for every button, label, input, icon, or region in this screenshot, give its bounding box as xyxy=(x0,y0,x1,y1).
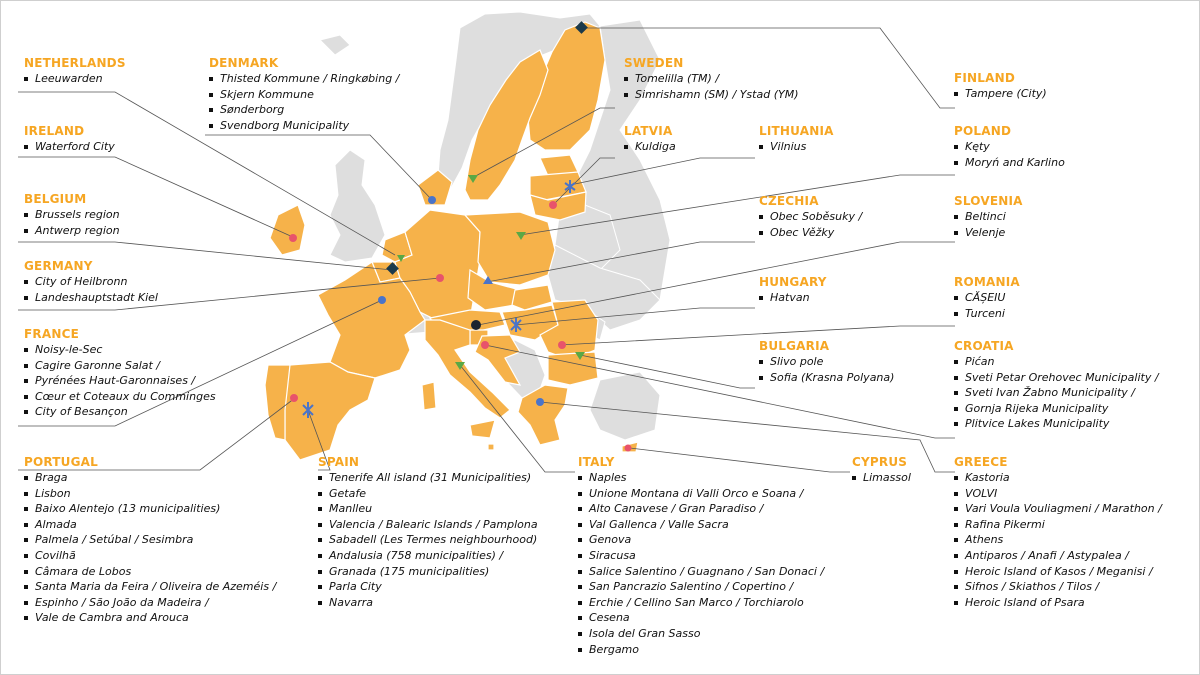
list-item: Covilhã xyxy=(24,548,304,564)
list-item: Isola del Gran Sasso xyxy=(578,626,868,642)
country-name: SWEDEN xyxy=(624,56,684,70)
municipality-list xyxy=(24,207,194,238)
list-item: Sabadell (Les Termes neighbourhood) xyxy=(318,532,568,548)
country-name: HUNGARY xyxy=(759,275,827,289)
municipality-list xyxy=(954,209,1174,240)
list-item: Hatvan xyxy=(759,290,929,306)
list-item: Vale de Cambra and Arouca xyxy=(24,610,304,626)
list-item: Valencia / Balearic Islands / Pamplona xyxy=(318,517,568,533)
country-name: POLAND xyxy=(954,124,1012,138)
municipality-list xyxy=(209,71,409,133)
country-name: LITHUANIA xyxy=(759,124,834,138)
country-romania xyxy=(954,274,1174,321)
municipality-list xyxy=(954,354,1190,432)
list-item: Plitvice Lakes Municipality xyxy=(954,416,1190,432)
list-item: Landeshauptstadt Kiel xyxy=(24,290,194,306)
country-name: IRELAND xyxy=(24,124,85,138)
list-item: Brussels region xyxy=(24,207,194,223)
list-item: Granada (175 municipalities) xyxy=(318,564,568,580)
list-item: Almada xyxy=(24,517,304,533)
list-item: Erchie / Cellino San Marco / Torchiarolo xyxy=(578,595,868,611)
country-name: FINLAND xyxy=(954,71,1016,85)
malta-shape xyxy=(488,444,494,450)
country-name: ROMANIA xyxy=(954,275,1020,289)
poland-shape xyxy=(465,212,555,285)
country-greece xyxy=(954,454,1190,610)
list-item: CĂȘEIU xyxy=(954,290,1174,306)
country-name: DENMARK xyxy=(209,56,279,70)
municipality-list xyxy=(24,274,194,305)
list-item: Tenerife All island (31 Municipalities) xyxy=(318,470,568,486)
country-name: FRANCE xyxy=(24,327,79,341)
list-item: Andalusia (758 municipalities) / xyxy=(318,548,568,564)
list-item: Antwerp region xyxy=(24,223,194,239)
country-finland xyxy=(954,70,1174,102)
list-item: Limassol xyxy=(852,470,962,486)
marker-slovenia xyxy=(471,320,481,330)
list-item: Palmela / Setúbal / Sesimbra xyxy=(24,532,304,548)
country-sweden xyxy=(624,55,824,102)
country-name: GERMANY xyxy=(24,259,93,273)
country-name: BULGARIA xyxy=(759,339,830,353)
municipality-list xyxy=(24,71,194,87)
country-name: ITALY xyxy=(578,455,615,469)
country-name: GREECE xyxy=(954,455,1008,469)
list-item: Bergamo xyxy=(578,642,868,658)
list-item: Espinho / São João da Madeira / xyxy=(24,595,304,611)
list-item: City of Besançon xyxy=(24,404,254,420)
municipality-list xyxy=(578,470,868,657)
country-lithuania xyxy=(759,123,929,155)
country-name: CROATIA xyxy=(954,339,1014,353)
country-hungary xyxy=(759,274,929,306)
list-item: Vilnius xyxy=(759,139,929,155)
marker-ireland xyxy=(289,234,297,242)
municipality-list xyxy=(24,139,194,155)
ireland-shape xyxy=(270,205,305,255)
country-name: SPAIN xyxy=(318,455,360,469)
list-item: Kastoria xyxy=(954,470,1190,486)
municipality-list xyxy=(852,470,962,486)
country-czechia xyxy=(759,193,929,240)
list-item: Cesena xyxy=(578,610,868,626)
list-item: Genova xyxy=(578,532,868,548)
list-item: Kęty xyxy=(954,139,1174,155)
list-item: Athens xyxy=(954,532,1190,548)
municipality-list xyxy=(954,470,1190,610)
list-item: Slivo pole xyxy=(759,354,939,370)
list-item: Sveti Petar Orehovec Municipality / xyxy=(954,370,1190,386)
list-item: Sveti Ivan Žabno Municipality / xyxy=(954,385,1190,401)
municipality-list xyxy=(954,290,1174,321)
marker-germany xyxy=(436,274,444,282)
country-portugal xyxy=(24,454,304,626)
list-item: Cœur et Coteaux du Comminges xyxy=(24,389,254,405)
municipality-list xyxy=(24,470,304,626)
marker-denmark xyxy=(428,196,436,204)
list-item: Obec Soběsuky / xyxy=(759,209,929,225)
list-item: Baixo Alentejo (13 municipalities) xyxy=(24,501,304,517)
marker-france xyxy=(378,296,386,304)
municipality-list xyxy=(624,139,744,155)
list-item: Turceni xyxy=(954,306,1174,322)
iceland xyxy=(320,35,350,55)
spain-shape xyxy=(280,362,375,460)
list-item: Tomelilla (TM) / xyxy=(624,71,824,87)
municipality-list xyxy=(318,470,568,610)
country-slovenia xyxy=(954,193,1174,240)
country-bulgaria xyxy=(759,338,939,385)
list-item: Lisbon xyxy=(24,486,304,502)
country-name: PORTUGAL xyxy=(24,455,99,469)
country-name: SLOVENIA xyxy=(954,194,1023,208)
list-item: Gornja Rijeka Municipality xyxy=(954,401,1190,417)
marker-greece xyxy=(536,398,544,406)
country-poland xyxy=(954,123,1174,170)
leader-denmark xyxy=(205,135,432,200)
list-item: San Pancrazio Salentino / Copertino / xyxy=(578,579,868,595)
municipality-list xyxy=(759,139,929,155)
list-item: Siracusa xyxy=(578,548,868,564)
list-item: Antiparos / Anafi / Astypalea / xyxy=(954,548,1190,564)
list-item: Obec Věžky xyxy=(759,225,929,241)
country-belgium xyxy=(24,191,194,238)
marker-croatia xyxy=(481,341,489,349)
list-item: Skjern Kommune xyxy=(209,87,409,103)
country-denmark xyxy=(209,55,409,133)
list-item: Alto Canavese / Gran Paradiso / xyxy=(578,501,868,517)
list-item: Heroic Island of Kasos / Meganisi / xyxy=(954,564,1190,580)
municipality-list xyxy=(954,86,1174,102)
list-item: Simrishamn (SM) / Ystad (YM) xyxy=(624,87,824,103)
list-item: Tampere (City) xyxy=(954,86,1174,102)
list-item: Parla City xyxy=(318,579,568,595)
list-item: Leeuwarden xyxy=(24,71,194,87)
turkey xyxy=(590,372,660,440)
country-ireland xyxy=(24,123,194,155)
list-item: Sifnos / Skiathos / Tilos / xyxy=(954,579,1190,595)
municipality-list xyxy=(759,290,929,306)
municipality-list xyxy=(954,139,1174,170)
country-name: NETHERLANDS xyxy=(24,56,126,70)
list-item: Beltinci xyxy=(954,209,1174,225)
list-item: Santa Maria da Feira / Oliveira de Azeméis / xyxy=(24,579,304,595)
list-item: Velenje xyxy=(954,225,1174,241)
country-spain xyxy=(318,454,568,610)
marker-portugal xyxy=(290,394,298,402)
list-item: City of Heilbronn xyxy=(24,274,194,290)
country-netherlands xyxy=(24,55,194,87)
municipality-list xyxy=(759,209,929,240)
list-item: Câmara de Lobos xyxy=(24,564,304,580)
list-item: Cagire Garonne Salat / xyxy=(24,358,254,374)
marker-lithuania xyxy=(549,201,557,209)
list-item: Sønderborg xyxy=(209,102,409,118)
country-name: CYPRUS xyxy=(852,455,908,469)
sicily-shape xyxy=(470,420,495,438)
list-item: Salice Salentino / Guagnano / San Donaci / xyxy=(578,564,868,580)
list-item: Heroic Island of Psara xyxy=(954,595,1190,611)
list-item: Moryń and Karlino xyxy=(954,155,1174,171)
country-name: CZECHIA xyxy=(759,194,819,208)
list-item: Unione Montana di Valli Orco e Soana / xyxy=(578,486,868,502)
list-item: Sofia (Krasna Polyana) xyxy=(759,370,939,386)
country-italy xyxy=(578,454,868,657)
list-item: Noisy-le-Sec xyxy=(24,342,254,358)
list-item: Waterford City xyxy=(24,139,194,155)
list-item: Vari Voula Vouliagmeni / Marathon / xyxy=(954,501,1190,517)
list-item: VOLVI xyxy=(954,486,1190,502)
list-item: Val Gallenca / Valle Sacra xyxy=(578,517,868,533)
list-item: Thisted Kommune / Ringkøbing / xyxy=(209,71,409,87)
list-item: Getafe xyxy=(318,486,568,502)
country-croatia xyxy=(954,338,1190,432)
list-item: Kuldiga xyxy=(624,139,744,155)
uk xyxy=(330,150,385,262)
list-item: Braga xyxy=(24,470,304,486)
country-latvia xyxy=(624,123,744,155)
marker-cyprus xyxy=(625,445,632,452)
list-item: Naples xyxy=(578,470,868,486)
municipality-list xyxy=(759,354,939,385)
marker-romania xyxy=(558,341,566,349)
country-france xyxy=(24,326,254,420)
list-item: Manlleu xyxy=(318,501,568,517)
country-name: LATVIA xyxy=(624,124,673,138)
list-item: Pićan xyxy=(954,354,1190,370)
list-item: Pyrénées Haut-Garonnaises / xyxy=(24,373,254,389)
country-cyprus xyxy=(852,454,962,486)
municipality-list xyxy=(624,71,824,102)
sardinia-shape xyxy=(422,382,436,410)
list-item: Navarra xyxy=(318,595,568,611)
municipality-list xyxy=(24,342,254,420)
list-item: Rafina Pikermi xyxy=(954,517,1190,533)
list-item: Svendborg Municipality xyxy=(209,118,409,134)
country-germany xyxy=(24,258,194,305)
country-name: BELGIUM xyxy=(24,192,87,206)
